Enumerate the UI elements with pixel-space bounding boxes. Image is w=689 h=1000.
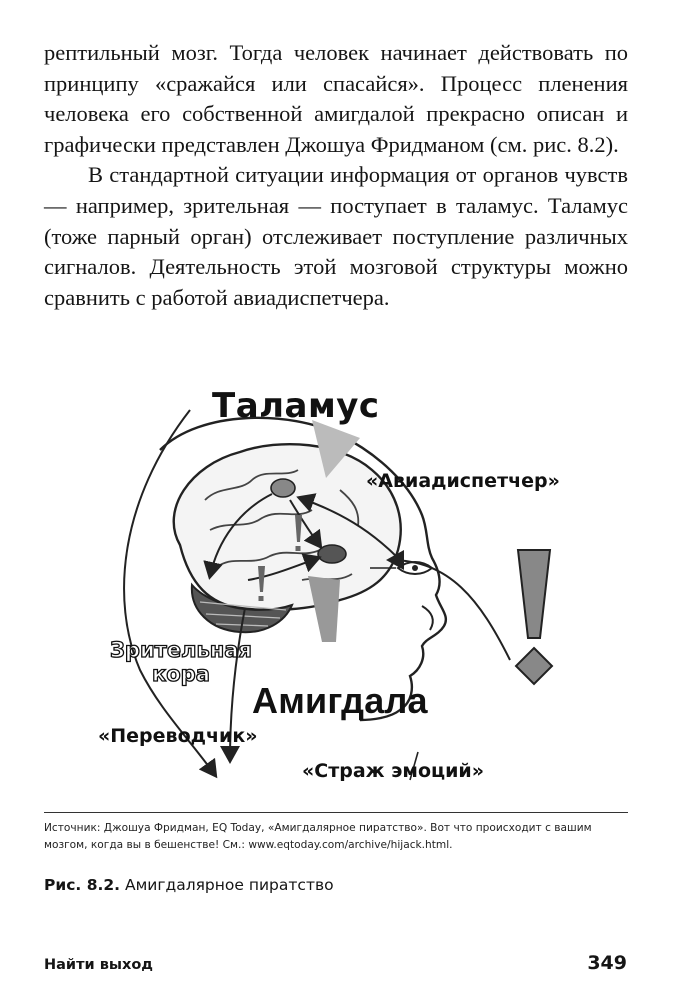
paragraph-2: В стандартной ситуации информация от органов чувств — например, зрительная — поступает в таламус. Таламус (тоже парный орган) отслеживает поступление различных сигналов. Деятельность этой мозговой структуры можно сравнить с работой авиадиспетчера. [44, 162, 628, 310]
face-detail [422, 606, 433, 630]
label-amygdala: Амигдала [252, 680, 428, 721]
amygdala-node [318, 545, 346, 563]
paragraph-1: рептильный мозг. Тогда человек начинает действовать по принципу «сражайся или спасайся». Процесс пленения человека его собственной амигдалой прекрасно описан и графически представлен Джошуа Фридманом (см. рис. 8.2). [44, 40, 628, 157]
label-dispatcher: «Авиадиспетчер» [366, 470, 560, 492]
exclamation-icon [516, 550, 552, 684]
page-number: 349 [587, 952, 627, 974]
running-footer-title: Найти выход [44, 957, 154, 973]
caption-text: Амигдалярное пиратство [120, 876, 334, 894]
source-divider [44, 812, 628, 813]
label-translator: «Переводчик» [98, 725, 258, 747]
amygdala-hijack-figure [40, 380, 640, 800]
label-visual-cortex-line1: Зрительная [110, 638, 252, 662]
body-text [44, 38, 628, 313]
figure-caption [44, 876, 334, 894]
thalamus-node [271, 479, 295, 497]
caption-number: Рис. 8.2. [44, 876, 121, 894]
label-thalamus: Таламус [212, 386, 380, 426]
label-visual-cortex [110, 638, 252, 686]
label-visual-cortex-line2: кора [152, 662, 210, 686]
figure-source: Источник: Джошуа Фридман, EQ Today, «Амигдалярное пиратство». Вот что происходит с вашим мозгом, когда вы в бешенстве! См.: www.eqtoday.com/archive/hijack.html. [44, 822, 592, 851]
label-guard: «Страж эмоций» [302, 760, 485, 782]
